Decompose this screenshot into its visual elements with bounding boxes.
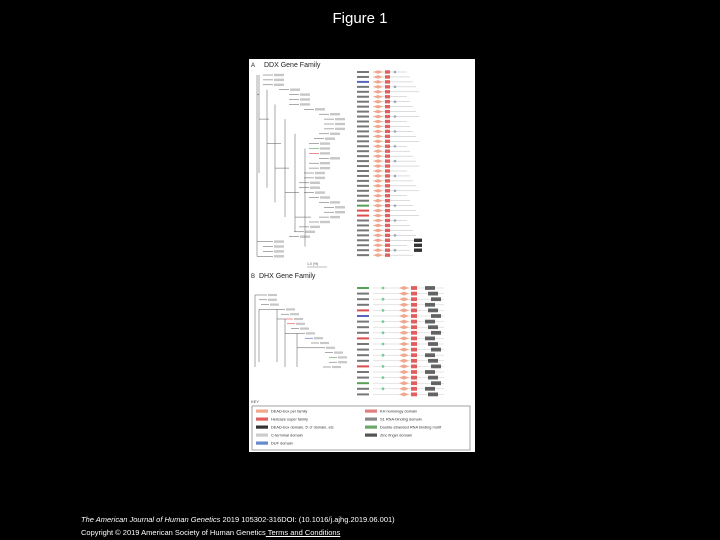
terms-link[interactable]: Terms and Conditions bbox=[265, 527, 341, 537]
slide-title: Figure 1 bbox=[332, 10, 388, 27]
figure-image bbox=[249, 59, 475, 452]
ddx-phylogenetic-tree bbox=[257, 74, 345, 258]
copyright-text: Copyright © 2019 American Society of Human Genetics bbox=[81, 527, 266, 537]
key-swatch bbox=[256, 418, 268, 421]
key-swatch bbox=[365, 410, 377, 413]
citation-footer bbox=[81, 514, 395, 539]
key-swatch bbox=[365, 434, 377, 437]
key-swatch bbox=[256, 410, 268, 413]
key-item-label: KH homology domain bbox=[380, 408, 418, 414]
key-item-label: C-terminal domain bbox=[271, 432, 303, 438]
key-swatch bbox=[365, 426, 377, 429]
key-swatch bbox=[365, 418, 377, 421]
key-item-label: Zinc finger domain bbox=[380, 432, 413, 438]
key-label: KEY bbox=[251, 399, 260, 404]
key-item-label: DEAD-box domain, 5'-3' domain, etc bbox=[271, 424, 334, 430]
panel-a-letter: A bbox=[251, 63, 256, 69]
key-swatch bbox=[256, 426, 268, 429]
citation-text: 2019 105302-316DOI: (10.1016/j.ajhg.2019.06.001) bbox=[220, 515, 395, 524]
key-item-label: Double-stranded RNA binding motif bbox=[380, 424, 441, 430]
citation-line bbox=[81, 514, 395, 527]
key-swatch bbox=[256, 442, 268, 445]
dhx-phylogenetic-tree bbox=[255, 294, 347, 368]
key-item-label: DUF domain bbox=[271, 440, 293, 446]
key-swatch bbox=[256, 434, 268, 437]
panel-a-scale: 1.0 (%) bbox=[307, 262, 319, 266]
key-item-label: Helicase super family bbox=[271, 416, 308, 422]
ddx-domain-diagrams bbox=[357, 70, 422, 257]
journal-name: The American Journal of Human Genetics bbox=[81, 515, 221, 524]
key-item-label: S1 RNA-binding domain bbox=[380, 416, 422, 422]
panel-b-letter: B bbox=[251, 274, 256, 280]
panel-b-title: DHX Gene Family bbox=[259, 273, 316, 280]
copyright-line bbox=[81, 527, 395, 540]
panel-a-title: DDX Gene Family bbox=[264, 62, 321, 69]
key-item-label: DEAD-box per family bbox=[271, 408, 308, 414]
dhx-domain-diagrams bbox=[357, 286, 444, 396]
